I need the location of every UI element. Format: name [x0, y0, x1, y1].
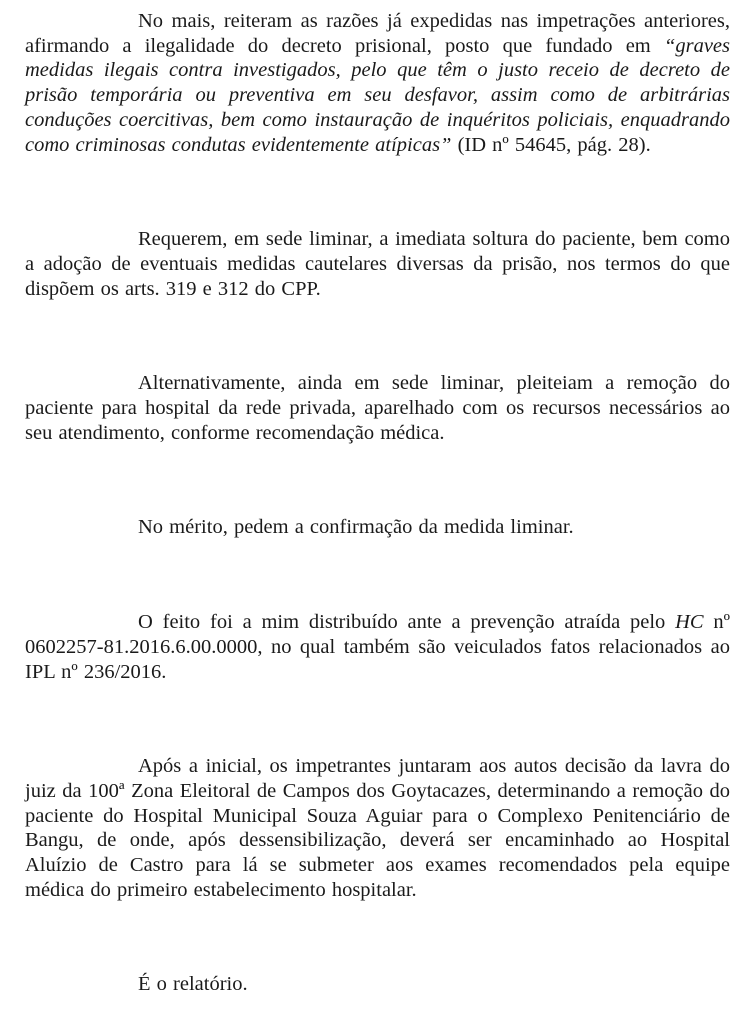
text-segment: Após a inicial, os impetrantes juntaram aos autos decisão da lavra do juiz da 100ª Zona Eleitoral de Campos dos Goytacazes, determinando a remoção do paciente do Hospital Municipal Souza Aguiar para o Complexo Penitenciário de Bangu, de onde, após dessensibilização, deverá ser encaminhado ao Hospital Aluízio de Castro para lá se submeter aos exames recomendados pela equipe médica do primeiro estabelecimento hospitalar. [25, 755, 730, 901]
paragraph-distribuicao [25, 610, 730, 684]
text-segment: O feito foi a mim distribuído ante a prevenção atraída pelo [138, 611, 676, 634]
text-segment: Alternativamente, ainda em sede liminar, pleiteiam a remoção do paciente para hospital da rede privada, aparelhado com os recursos necessários ao seu atendimento, conforme recomendação médica. [25, 372, 730, 444]
italic-text-segment: “graves medidas ilegais contra investigados, pelo que têm o justo receio de decreto de prisão temporária ou preventiva em seu desfavor, assim como de arbitrárias conduções coercitivas, bem como instauração de inquéritos policiais, enquadrando como criminosas condutas evidentemente atípicas” [25, 34, 730, 156]
text-segment: nº 0602257-81.2016.6.00.0000, no qual também são veiculados fatos relacionados ao IPL nº 236/2016. [25, 611, 730, 683]
text-segment: No mais, reiteram as razões já expedidas nas impetrações anteriores, afirmando a ilegalidade do decreto prisional, posto que fundado em [25, 10, 730, 57]
paragraph-e-o-relatorio [25, 972, 730, 997]
italic-text-segment: HC [675, 611, 704, 634]
paragraph-pedido-alternativo [25, 371, 730, 445]
paragraph-impetracoes-anteriores [25, 9, 730, 157]
text-segment: (ID nº 54645, pág. 28). [451, 133, 651, 156]
text-segment: No mérito, pedem a confirmação da medida liminar. [138, 516, 574, 539]
text-segment: Requerem, em sede liminar, a imediata soltura do paciente, bem como a adoção de eventuais medidas cautelares diversas da prisão, nos termos do que dispõem os arts. 319 e 312 do CPP. [25, 228, 730, 300]
paragraph-merito [25, 515, 730, 540]
text-segment: É o relatório. [138, 973, 248, 996]
document-body [25, 9, 730, 997]
paragraph-requerimento-liminar [25, 227, 730, 301]
paragraph-decisao-zona-eleitoral [25, 754, 730, 902]
